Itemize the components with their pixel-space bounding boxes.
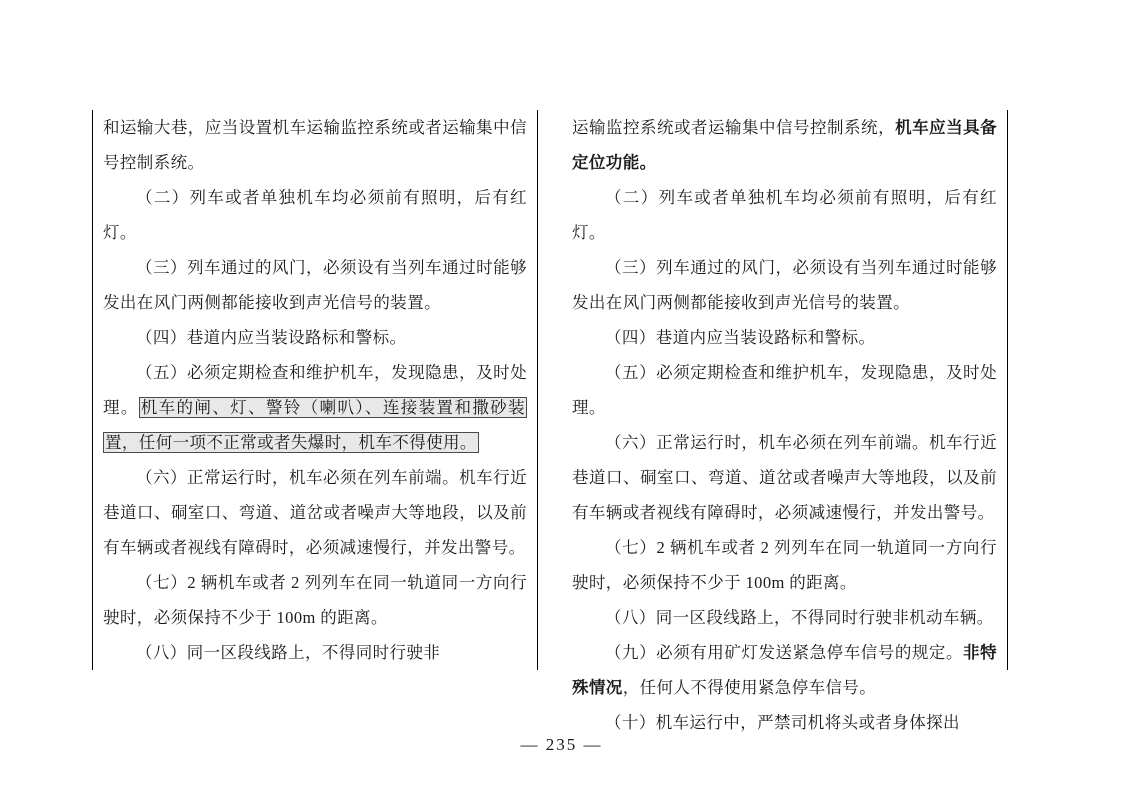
right-paragraph	[572, 250, 997, 320]
body-text: （二）列车或者单独机车均必须前有照明，后有红灯。	[572, 188, 997, 242]
body-text: 和运输大巷，应当设置机车运输监控系统或者运输集中信号控制系统。	[103, 118, 527, 172]
body-text: （二）列车或者单独机车均必须前有照明，后有红灯。	[103, 188, 527, 242]
body-text: （四）巷道内应当装设路标和警标。	[605, 328, 876, 347]
body-text: （五）必须定期检查和维护机车，发现隐患，及时处理。	[572, 363, 997, 417]
emphasis-text: 非特殊情况	[572, 643, 997, 697]
left-paragraph	[103, 460, 527, 565]
left-paragraph	[103, 355, 527, 460]
right-paragraph	[572, 635, 997, 705]
left-text-column	[92, 110, 538, 670]
right-paragraph	[572, 320, 997, 355]
body-text: （七）2 辆机车或者 2 列列车在同一轨道同一方向行驶时，必须保持不少于 100m 的距离。	[103, 573, 527, 627]
body-text: （五）必须定期检查和维护机车，发现隐患，及时处理。	[103, 363, 527, 417]
body-text: （六）正常运行时，机车必须在列车前端。机车行近巷道口、硐室口、弯道、道岔或者噪声大等地段，以及前有车辆或者视线有障碍时，必须减速慢行，并发出警号。	[572, 433, 997, 522]
left-paragraph	[103, 565, 527, 635]
right-paragraph	[572, 355, 997, 425]
body-text: ，任何人不得使用紧急停车信号。	[622, 678, 877, 697]
right-paragraph	[572, 180, 997, 250]
right-text-column	[562, 110, 1008, 732]
right-paragraph	[572, 530, 997, 600]
left-paragraph	[103, 110, 527, 180]
body-text: （十）机车运行中，严禁司机将头或者身体探出	[605, 713, 960, 732]
right-paragraph	[572, 425, 997, 530]
left-paragraph	[103, 250, 527, 320]
left-paragraph	[103, 180, 527, 250]
body-text: （七）2 辆机车或者 2 列列车在同一轨道同一方向行驶时，必须保持不少于 100m 的距离。	[572, 538, 997, 592]
body-text: （八）同一区段线路上，不得同时行驶非	[136, 643, 441, 662]
body-text: （六）正常运行时，机车必须在列车前端。机车行近巷道口、硐室口、弯道、道岔或者噪声大等地段，以及前有车辆或者视线有障碍时，必须减速慢行，并发出警号。	[103, 468, 527, 557]
highlighted-annotation: 机车的闸、灯、警铃（喇叭）、连接装置和撒砂装置，任何一项不正常或者失爆时，机车不得使用。	[105, 398, 525, 452]
body-text: （三）列车通过的风门，必须设有当列车通过时能够发出在风门两侧都能接收到声光信号的装置。	[103, 258, 527, 312]
emphasis-text: 机车应当具备定位功能。	[572, 118, 997, 172]
column-gutter	[538, 110, 562, 670]
body-text: （三）列车通过的风门，必须设有当列车通过时能够发出在风门两侧都能接收到声光信号的装置。	[572, 258, 997, 312]
two-column-body	[92, 110, 1032, 732]
right-paragraph	[572, 110, 997, 180]
body-text: （八）同一区段线路上，不得同时行驶非机动车辆。	[605, 608, 994, 627]
body-text: 运输监控系统或者运输集中信号控制系统，	[572, 118, 896, 137]
right-paragraph	[572, 600, 997, 635]
page-number: — 235 —	[520, 735, 603, 754]
body-text: （九）必须有用矿灯发送紧急停车信号的规定。	[605, 643, 964, 662]
body-text: （四）巷道内应当装设路标和警标。	[136, 328, 407, 347]
left-paragraph	[103, 320, 527, 355]
left-paragraph	[103, 635, 527, 670]
